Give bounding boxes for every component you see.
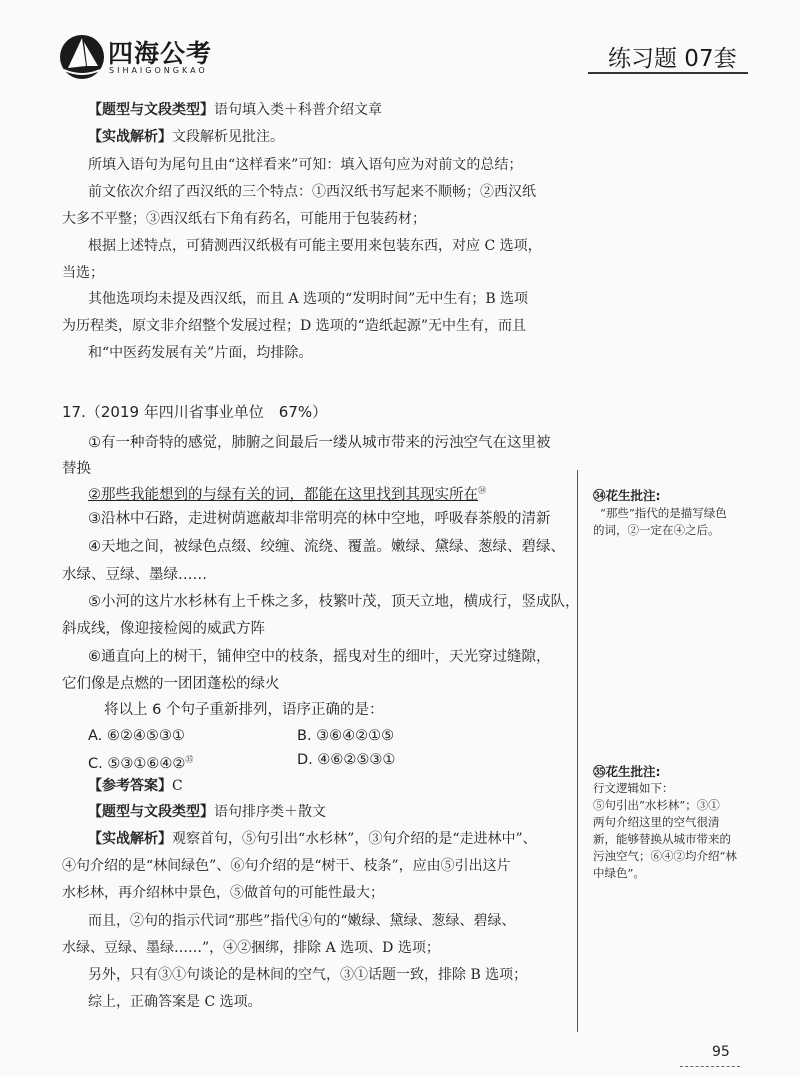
option-b[interactable]: [297, 727, 394, 745]
margin-divider: [577, 470, 578, 1032]
option-text: ④⑥②⑤③①: [317, 752, 396, 768]
analysis-tag: 【实战解析】: [88, 129, 172, 145]
answer-line: [88, 777, 183, 795]
sentence-1a: ①有一种奇特的感觉，肺腑之间最后一缕从城市带来的污浊空气在这里被: [88, 435, 551, 451]
analysis-text: 文段解析见批注。: [172, 129, 284, 145]
type-text: 语句填入类＋科普介绍文章: [214, 102, 382, 118]
analysis-6: 另外，只有③①句谈论的是林间的空气，③①话题一致，排除 B 选项；: [88, 967, 528, 983]
q16-paragraph-2b: 大多不平整；③西汉纸右下角有药名，可能用于包装药材；: [62, 211, 426, 227]
option-text: ③⑥④②①⑤: [316, 728, 395, 744]
annotation-mark-34: ㉞: [478, 486, 486, 495]
sentence-2-text: ②那些我能想到的与绿有关的词，都能在这里找到其现实所在: [88, 486, 478, 503]
q16-paragraph-3b: 当选；: [62, 265, 104, 281]
analysis-7: 综上，正确答案是 C 选项。: [88, 994, 262, 1010]
note-34-line-1: “那些”指代的是描写绿色: [600, 506, 727, 520]
answer-tag: 【参考答案】: [88, 778, 172, 794]
option-text: ⑥②④⑤③①: [106, 728, 185, 744]
note-35-line-0: 行文逻辑如下：: [593, 781, 674, 795]
note-35-line-2: 两句介绍这里的空气很清: [593, 815, 720, 829]
q16-paragraph-4b: 为历程类，原文非介绍整个发展过程；D 选项的“造纸起源”无中生有，而且: [62, 318, 526, 334]
analysis-4: 而且，②句的指示代词“那些”指代④句的“嫩绿、黛绿、葱绿、碧绿、: [88, 913, 516, 929]
sentence-4a: ④天地之间，被绿色点缀、绞缠、流绕、覆盖。嫩绿、黛绿、葱绿、碧绿、: [88, 539, 565, 555]
annotation-mark-35: ㉟: [185, 755, 194, 764]
option-a[interactable]: [88, 727, 185, 745]
note-35-heading: ㉟花生批注:: [593, 764, 661, 779]
option-text: ⑤③①⑥④②: [107, 755, 186, 772]
sentence-6b: 它们像是点燃的一团团蓬松的绿火: [62, 676, 280, 692]
logo-subtext: SIHAIGONGKAO: [109, 66, 208, 75]
analysis-3: 水杉林，再介绍林中景色，⑤做首句的可能性最大；: [62, 885, 384, 901]
type-text: 语句排序类＋散文: [214, 804, 326, 820]
type-line: [88, 803, 326, 821]
analysis-2: ④句介绍的是“林间绿色”、⑥句介绍的是“树干、枝条”，应由⑤引出这片: [62, 858, 511, 874]
option-d[interactable]: [297, 751, 395, 769]
sentence-2: [88, 482, 486, 504]
note-34-line-2: 的词，②一定在④之后。: [593, 523, 720, 537]
sentence-5a: ⑤小河的这片水杉林有上千株之多，枝繁叶茂，顶天立地，横成行，竖成队，: [88, 594, 580, 610]
note-35-line-5: 中绿色”。: [593, 866, 645, 880]
type-tag: 【题型与文段类型】: [88, 102, 214, 118]
option-letter: B.: [297, 728, 312, 744]
note-34-heading: ㉞花生批注:: [593, 488, 661, 503]
question-17-heading: 17.（2019 年四川省事业单位 67%）: [62, 403, 328, 421]
title-underline: [588, 72, 748, 74]
note-35-line-3: 新，能够替换从城市带来的: [593, 832, 731, 846]
option-letter: D.: [297, 752, 313, 768]
option-letter: C.: [88, 755, 103, 772]
set-title: 练习题 07套: [608, 46, 737, 72]
logo-text: 四海公考: [108, 39, 213, 68]
analysis-tag: 【实战解析】: [88, 831, 172, 847]
sentence-1b: 替换: [62, 461, 91, 477]
option-letter: A.: [88, 728, 103, 744]
sentence-4b: 水绿、豆绿、墨绿……: [62, 567, 207, 583]
sentence-5b: 斜成线，像迎接检阅的威武方阵: [62, 621, 265, 637]
sentence-3: ③沿林中石路，走进树荫遮蔽却非常明亮的林中空地，呼吸春茶般的清新: [88, 511, 551, 527]
q16-paragraph-4c: 和“中医药发展有关”片面，均排除。: [88, 345, 313, 361]
sentence-6a: ⑥通直向上的树干，铺伸空中的枝条，摇曳对生的细叶，天光穿过缝隙，: [88, 649, 551, 665]
page-number-rule: [680, 1066, 740, 1067]
answer-value: C: [172, 778, 183, 794]
q16-paragraph-1: 所填入语句为尾句且由“这样看来”可知：填入语句应为对前文的总结；: [88, 157, 523, 173]
type-tag: 【题型与文段类型】: [88, 804, 214, 820]
option-c[interactable]: [88, 751, 193, 773]
analysis-line: [88, 830, 537, 848]
q16-type-line: [88, 101, 382, 119]
note-35-line-1: ⑤句引出“水杉林”；③①: [593, 798, 720, 812]
page-number: 95: [712, 1044, 730, 1060]
q16-paragraph-4a: 其他选项均未提及西汉纸，而且 A 选项的“发明时间”无中生有；B 选项: [88, 291, 529, 307]
note-35-line-4: 污浊空气；⑥④②均介绍“林: [593, 849, 737, 863]
q16-paragraph-2a: 前文依次介绍了西汉纸的三个特点：①西汉纸书写起来不顺畅；②西汉纸: [88, 184, 536, 200]
question-prompt: 将以上 6 个句子重新排列，语序正确的是：: [104, 702, 384, 718]
q16-analysis-line: [88, 128, 284, 146]
analysis-5: 水绿、豆绿、墨绿……”，④②捆绑，排除 A 选项、D 选项；: [62, 940, 440, 956]
analysis-text: 观察首句，⑤句引出“水杉林”，③句介绍的是“走进林中”、: [172, 831, 537, 847]
q16-paragraph-3a: 根据上述特点，可猜测西汉纸极有可能主要用来包装东西，对应 C 选项，: [88, 238, 542, 254]
